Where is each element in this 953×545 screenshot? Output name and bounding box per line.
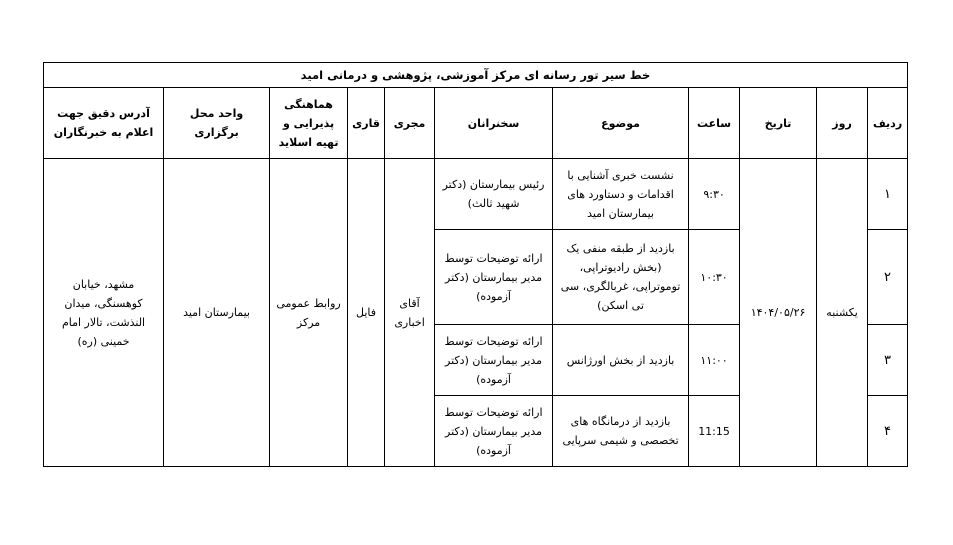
header-topic: موضوع — [553, 88, 689, 159]
speakers-cell: ارائه توضیحات توسط مدیر بیمارستان (دکتر آزموده) — [435, 396, 553, 467]
row-number: ۳ — [868, 325, 908, 396]
header-date: تاریخ — [740, 88, 817, 159]
header-day: روز — [817, 88, 868, 159]
row-number: ۱ — [868, 159, 908, 230]
header-row — [44, 88, 908, 159]
date-cell: ۱۴۰۴/۰۵/۲۶ — [740, 159, 817, 467]
header-venue-unit: واحد محل برگزاری — [164, 88, 270, 159]
topic-cell: بازدید از بخش اورژانس — [553, 325, 689, 396]
row-number: ۲ — [868, 230, 908, 325]
schedule-table — [43, 62, 908, 467]
venue-unit-cell: بیمارستان امید — [164, 159, 270, 467]
header-coordination: هماهنگی پذیرایی و تهیه اسلاید — [270, 88, 348, 159]
speakers-cell: رئیس بیمارستان (دکتر شهید ثالث) — [435, 159, 553, 230]
topic-cell: بازدید از طبقه منفی یک (بخش رادیوتراپی، توموتراپی، غربالگری، سی تی اسکن) — [553, 230, 689, 325]
header-time: ساعت — [689, 88, 740, 159]
table-title: خط سیر تور رسانه ای مرکز آموزشی، پژوهشی و درمانی امید — [44, 63, 908, 88]
time-cell: ۱۰:۳۰ — [689, 230, 740, 325]
day-cell: یکشنبه — [817, 159, 868, 467]
speakers-cell: ارائه توضیحات توسط مدیر بیمارستان (دکتر آزموده) — [435, 230, 553, 325]
topic-cell: بازدید از درمانگاه های تخصصی و شیمی سرپایی — [553, 396, 689, 467]
table-row — [44, 159, 908, 230]
reader-cell: فایل — [348, 159, 385, 467]
coordination-cell: روابط عمومی مرکز — [270, 159, 348, 467]
time-cell: 11:15 — [689, 396, 740, 467]
speakers-cell: ارائه توضیحات توسط مدیر بیمارستان (دکتر آزموده) — [435, 325, 553, 396]
header-row-no: ردیف — [868, 88, 908, 159]
header-host: مجری — [385, 88, 435, 159]
address-cell: مشهد، خیابان کوهسنگی، میدان النذشت، تالار امام خمینی (ره) — [44, 159, 164, 467]
time-cell: ۹:۳۰ — [689, 159, 740, 230]
row-number: ۴ — [868, 396, 908, 467]
host-cell: آقای اخباری — [385, 159, 435, 467]
time-cell: ۱۱:۰۰ — [689, 325, 740, 396]
topic-cell: نشست خبری آشنایی با اقدامات و دستاورد های بیمارستان امید — [553, 159, 689, 230]
header-speakers: سخنرانان — [435, 88, 553, 159]
header-address: آدرس دقیق جهت اعلام به خبرنگاران — [44, 88, 164, 159]
header-reader: قاری — [348, 88, 385, 159]
